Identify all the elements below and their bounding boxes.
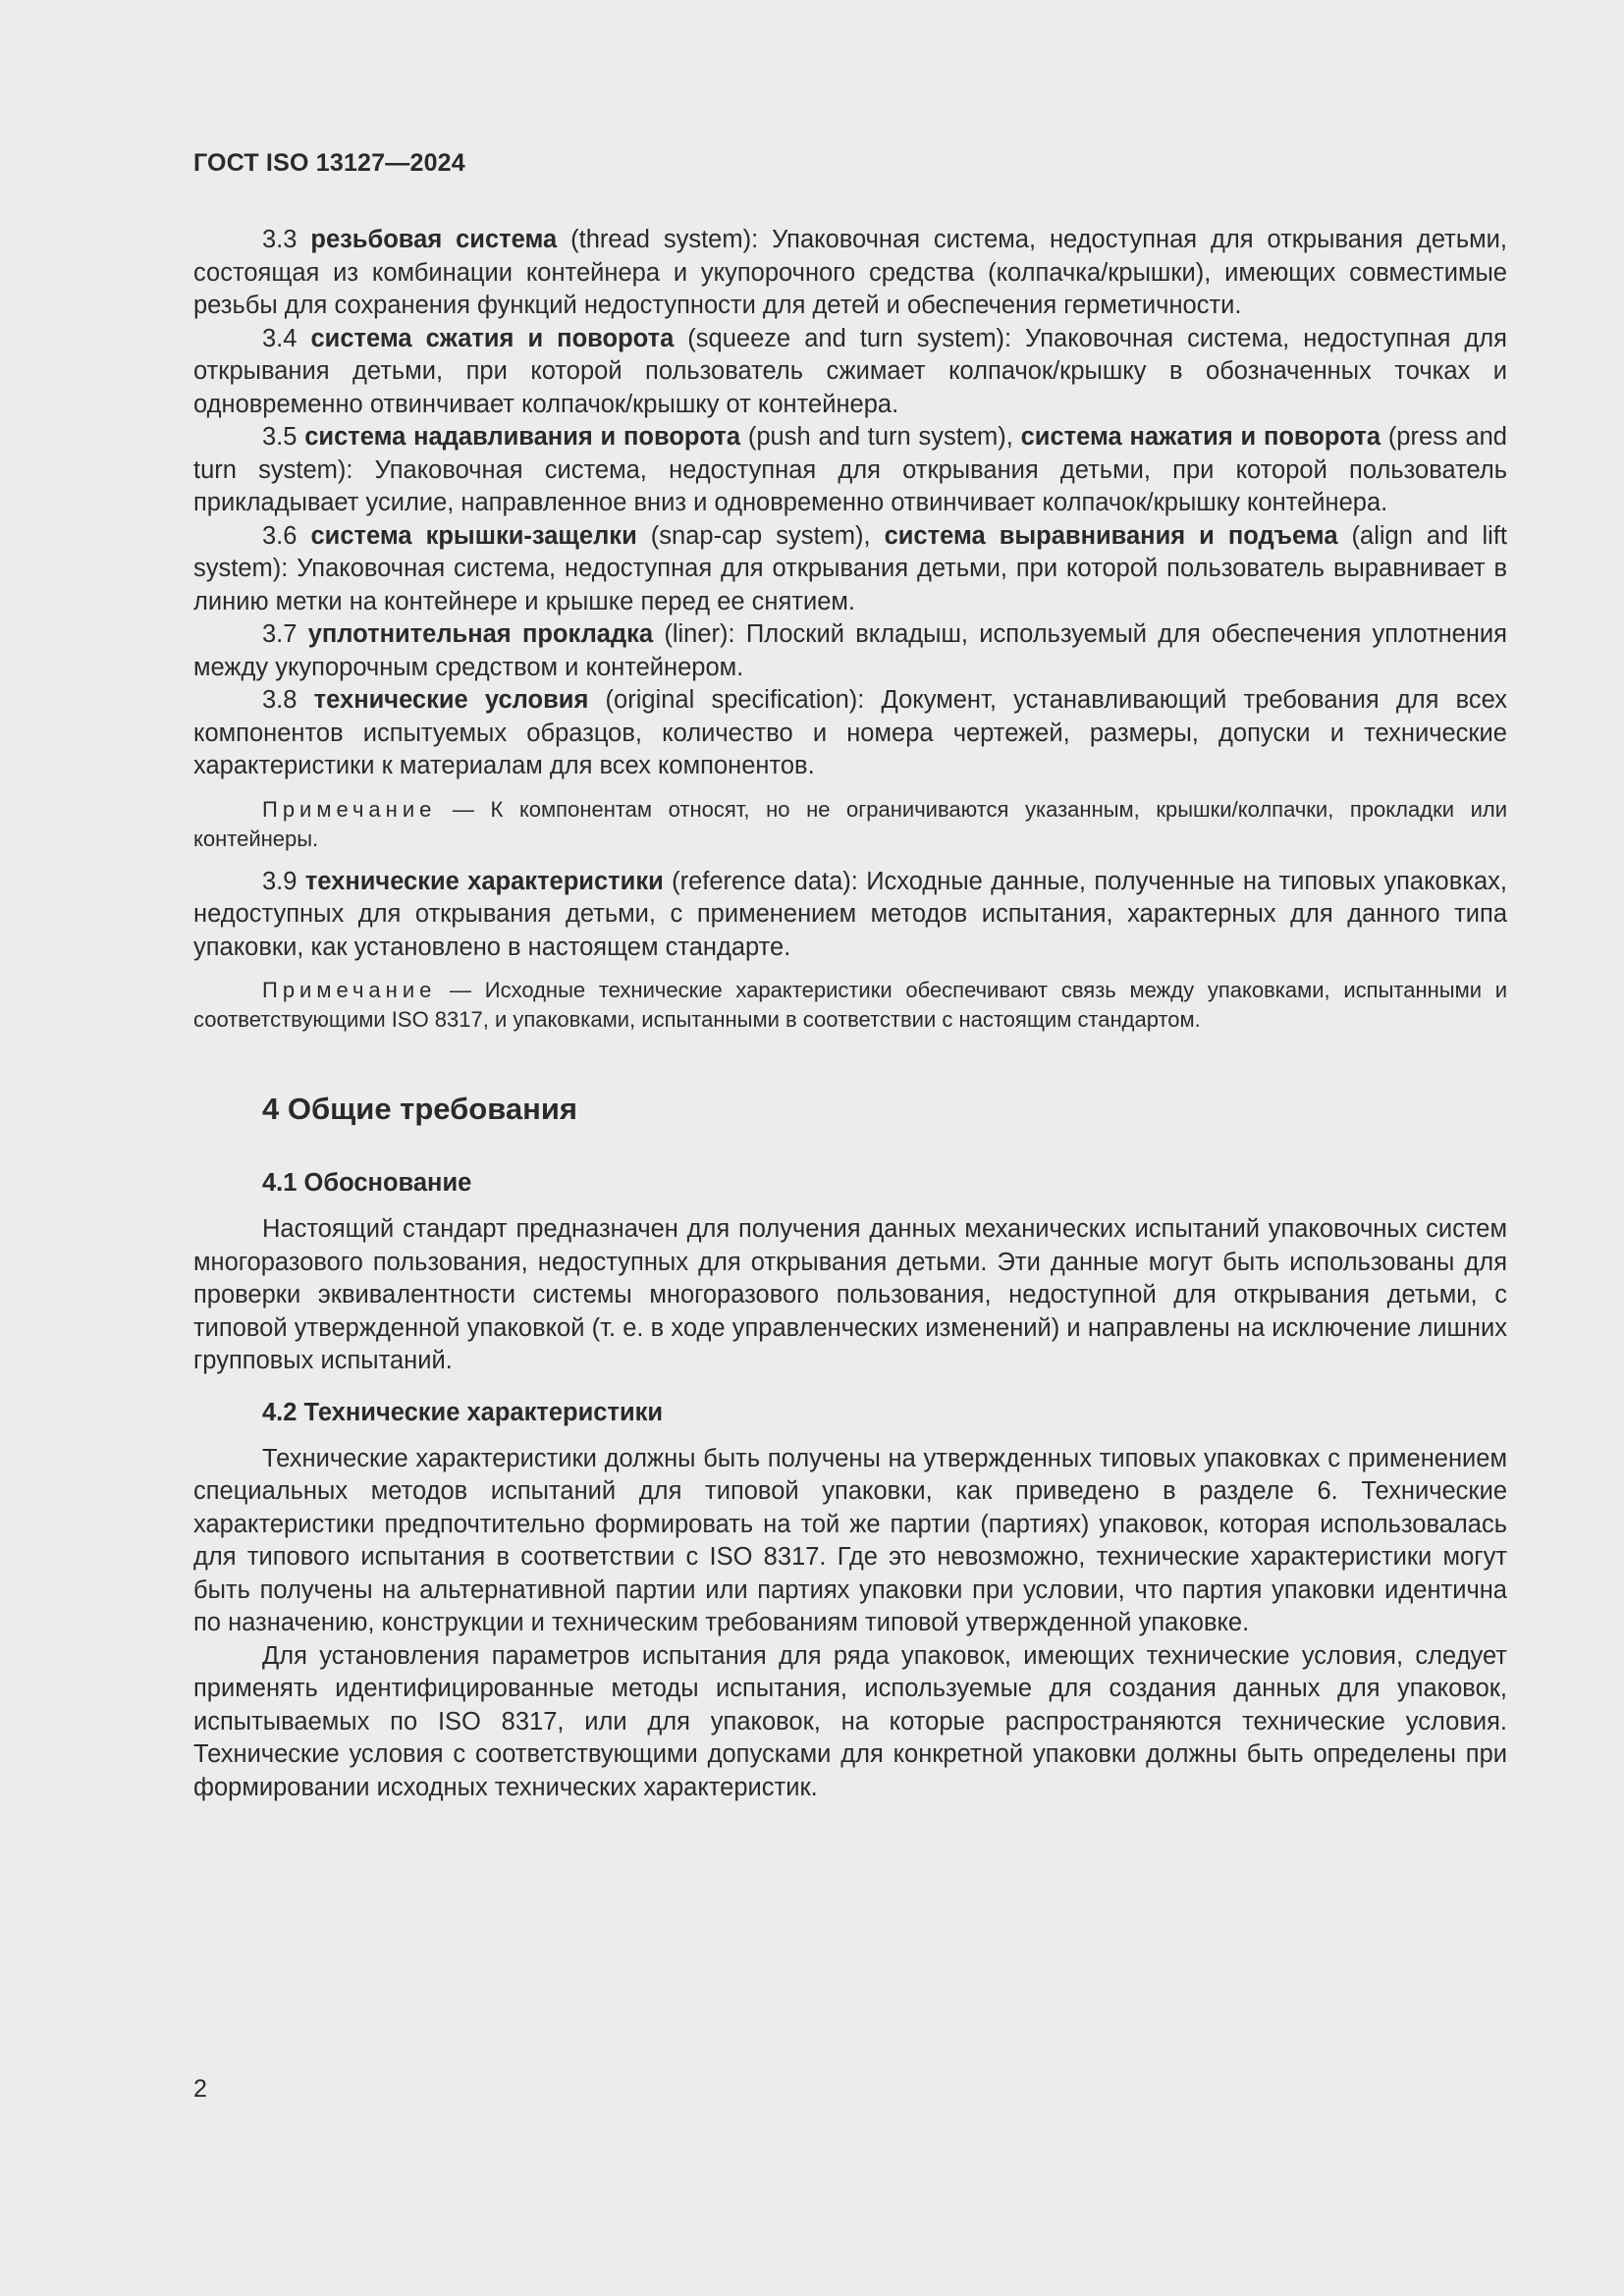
document-body bbox=[193, 224, 1507, 1804]
term-definition: (reference data): Исходные данные, полученные на типовых упаковках, недоступных для открывания детьми, с применением методов испытания, характерных для данного типа упаковки, как установлено в настоящем стандарте. bbox=[193, 867, 1507, 961]
term-3-5 bbox=[193, 421, 1507, 520]
term-3-3 bbox=[193, 224, 1507, 323]
term-name: технические характеристики bbox=[304, 867, 664, 895]
term-number: 3.8 bbox=[262, 686, 298, 714]
note-label: Примечание bbox=[262, 796, 437, 822]
term-3-8 bbox=[193, 684, 1507, 783]
term-name: система крышки-защелки bbox=[310, 521, 637, 550]
section-4-2-paragraph-2: Для установления параметров испытания для ряда упаковок, имеющих технические условия, следует применять идентифицированные методы испытания, используемые для создания данных для упаковок, испытываемых по ISO 8317, или для упаковок, на которые распространяются технические условия. Технические условия с соответствующими допусками для конкретной упаковки должны быть определены при формировании исходных технических характеристик. bbox=[193, 1641, 1507, 1801]
term-name: уплотнительная прокладка bbox=[307, 620, 654, 648]
term-definition: (align and lift system): Упаковочная система, недоступная для открывания детьми, при которой пользователь выравнивает в линию метки на контейнере и крышке перед ее снятием. bbox=[193, 521, 1507, 615]
term-definition: (push and turn system), bbox=[740, 423, 1021, 451]
term-definition: (snap-cap system), bbox=[636, 521, 885, 550]
term-definition: (thread system): Упаковочная система, недоступная для открывания детьми, состоящая из комбинации контейнера и укупорочного средства (колпачка/крышки), имеющих совместимые резьбы для сохранения функций недоступности для детей и обеспечения герметичности. bbox=[193, 226, 1507, 319]
term-number: 3.5 bbox=[262, 423, 298, 451]
term-definition: (press and turn system): Упаковочная система, недоступная для открывания детьми, при которой пользователь прикладывает усилие, направленное вниз и одновременно отвинчивает колпачок/крышку контейнера. bbox=[193, 423, 1507, 516]
note-text: К компонентам относят, но не ограничиваются указанным, крышки/колпачки, прокладки или контейнеры. bbox=[193, 796, 1507, 851]
note-1 bbox=[193, 795, 1507, 854]
term-name: система сжатия и поворота bbox=[310, 324, 675, 352]
term-3-4 bbox=[193, 323, 1507, 422]
page-number: 2 bbox=[193, 2075, 207, 2103]
note-dash: — bbox=[436, 796, 491, 822]
document-header: ГОСТ ISO 13127—2024 bbox=[193, 149, 465, 177]
term-name-alt: система выравнивания и подъема bbox=[884, 521, 1338, 550]
term-number: 3.4 bbox=[262, 324, 298, 352]
term-definition: (liner): Плоский вкладыш, используемый для обеспечения уплотнения между укупорочным средством и контейнером. bbox=[193, 620, 1507, 681]
term-number: 3.6 bbox=[262, 521, 298, 550]
term-number: 3.9 bbox=[262, 867, 298, 895]
note-dash: — bbox=[436, 978, 485, 1002]
term-number: 3.3 bbox=[262, 226, 298, 253]
term-definition: (squeeze and turn system): Упаковочная система, недоступная для открывания детьми, при которой пользователь сжимает колпачок/крышку в обозначенных точках и одновременно отвинчивает колпачок/крышку от контейнера. bbox=[193, 324, 1507, 418]
note-text: Исходные технические характеристики обеспечивают связь между упаковками, испытанными и соответствующими ISO 8317, и упаковками, испытанными в соответствии с настоящим стандартом. bbox=[193, 978, 1507, 1032]
term-number: 3.7 bbox=[262, 620, 298, 648]
term-name-alt: система нажатия и поворота bbox=[1020, 423, 1381, 451]
term-3-9 bbox=[193, 866, 1507, 965]
section-4-1-paragraph: Настоящий стандарт предназначен для получения данных механических испытаний упаковочных систем многоразового пользования, недоступных для открывания детьми. Эти данные могут быть использованы для проверки эквивалентности системы многоразового пользования, недоступной для открывания детьми, с типовой утвержденной упаковкой (т. е. в ходе управленческих изменений) и направлены на исключение лишних групповых испытаний. bbox=[193, 1215, 1507, 1374]
section-4-1-heading: 4.1 Обоснование bbox=[262, 1169, 472, 1197]
section-4-heading: 4 Общие требования bbox=[262, 1092, 577, 1126]
note-2 bbox=[193, 976, 1507, 1035]
term-name: технические условия bbox=[313, 686, 589, 714]
section-4-2-heading: 4.2 Технические характеристики bbox=[262, 1398, 664, 1426]
term-name: резьбовая система bbox=[310, 226, 558, 253]
note-label: Примечание bbox=[262, 978, 437, 1002]
section-4-2-paragraph-1: Технические характеристики должны быть получены на утвержденных типовых упаковках с применением специальных методов испытаний для типовой упаковки, как приведено в разделе 6. Технические характеристики предпочтительно формировать на той же партии (партиях) упаковок, которая использовалась для типового испытания в соответствии с ISO 8317. Где это невозможно, технические характеристики могут быть получены на альтернативной партии или партиях упаковки при условии, что партия упаковки идентична по назначению, конструкции и техническим требованиям типовой утвержденной упаковке. bbox=[193, 1444, 1507, 1636]
term-3-7 bbox=[193, 618, 1507, 684]
term-definition: (original specification): Документ, устанавливающий требования для всех компонентов испытуемых образцов, количество и номера чертежей, размеры, допуски и технические характеристики к материалам для всех компонентов. bbox=[193, 686, 1507, 779]
term-name: система надавливания и поворота bbox=[304, 423, 741, 451]
term-3-6 bbox=[193, 520, 1507, 619]
